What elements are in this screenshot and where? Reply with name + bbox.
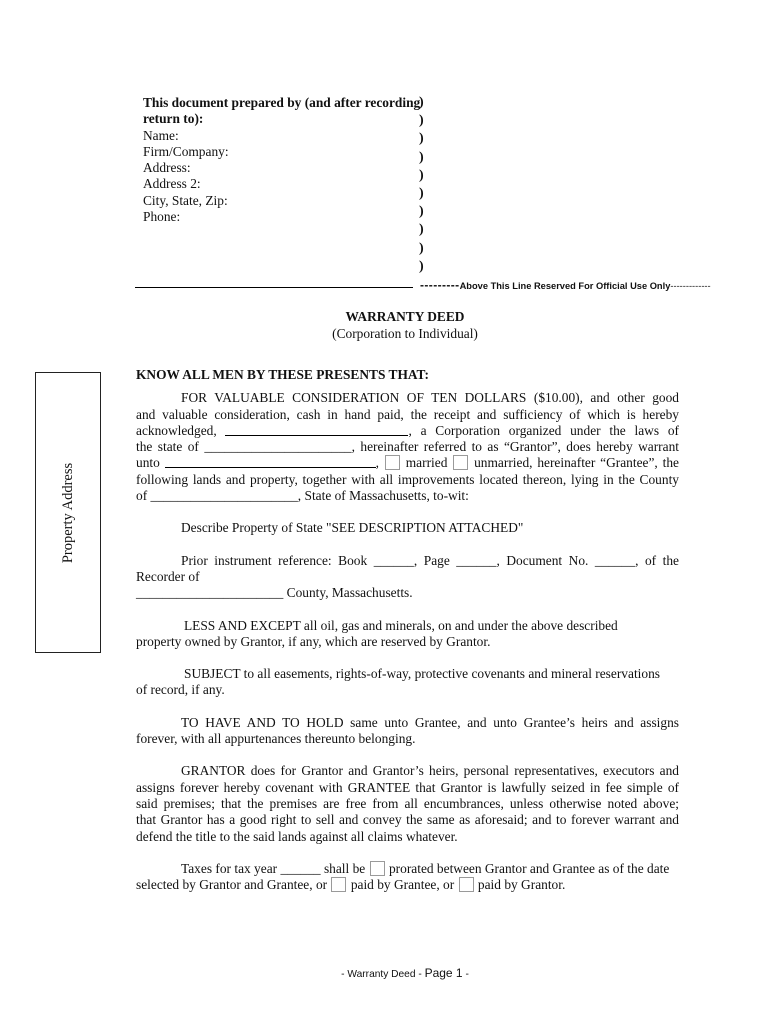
habendum-line-1: TO HAVE AND TO HOLD same unto Grantee, and unto Grantee’s heirs and assigns xyxy=(181,714,679,730)
married-checkbox[interactable] xyxy=(385,455,400,470)
paid-by-grantee-label: paid by Grantee, or xyxy=(350,877,455,893)
address2-field-label: Address 2: xyxy=(143,176,201,192)
consideration-line-3 xyxy=(136,423,679,439)
paid-by-grantor-label: paid by Grantor. xyxy=(477,877,566,893)
covenant-paragraph xyxy=(136,763,679,844)
footer-prefix: - Warranty Deed - xyxy=(341,969,425,980)
phone-field-label: Phone: xyxy=(143,209,181,225)
know-all-heading: KNOW ALL MEN BY THESE PRESENTS THAT: xyxy=(136,367,429,382)
city-state-zip-field-label: City, State, Zip: xyxy=(143,192,228,208)
paren: ) xyxy=(419,186,424,202)
prepared-by-signature-line xyxy=(135,287,413,288)
covenant-line-3: said premises; that the premises are free from all encumbrances, unless otherwise noted above; xyxy=(136,795,679,811)
grantee-name-field[interactable] xyxy=(165,455,376,468)
paren: ) xyxy=(419,131,424,147)
consideration-line-7: of ______________________, State of Massachusetts, to-wit: xyxy=(136,488,469,504)
less-except-line-2: property owned by Grantor, if any, which are reserved by Grantor. xyxy=(136,633,491,649)
acknowledged-text: acknowledged, xyxy=(136,422,217,438)
habendum-line-2: forever, with all appurtenances thereunto belonging. xyxy=(136,731,416,747)
property-address-box[interactable] xyxy=(35,372,101,653)
paren: ) xyxy=(419,167,424,183)
consideration-paragraph xyxy=(136,390,679,504)
paren: ) xyxy=(419,149,424,165)
address-field-label: Address: xyxy=(143,160,191,176)
prepared-by-heading-1: This document prepared by (and after recording xyxy=(143,95,421,110)
paid-by-grantor-checkbox[interactable] xyxy=(459,877,474,892)
consideration-line-4: the state of ______________________, hereinafter referred to as “Grantor”, does hereby warrant xyxy=(136,439,679,455)
taxes-line-2 xyxy=(136,877,679,893)
page-footer xyxy=(0,965,770,983)
taxes-paragraph xyxy=(136,861,679,894)
subject-to-paragraph xyxy=(136,666,679,699)
consideration-line-2: and valuable consideration, cash in hand paid, the receipt and sufficiency of which is hereby xyxy=(136,406,679,422)
prepared-by-heading-2: return to): xyxy=(143,111,204,127)
paren: ) xyxy=(419,95,424,110)
covenant-line-5: defend the title to the said lands against all claims whatever. xyxy=(136,828,458,844)
grantor-corporation-name-field[interactable] xyxy=(225,423,408,436)
paid-by-grantee-checkbox[interactable] xyxy=(331,877,346,892)
firm-company-field-label: Firm/Company: xyxy=(143,143,229,159)
covenant-line-1: GRANTOR does for Grantor and Grantor’s heirs, personal representatives, executors and xyxy=(181,763,679,779)
less-and-except-paragraph xyxy=(136,618,679,651)
name-field-label: Name: xyxy=(143,127,179,143)
footer-suffix: - xyxy=(462,969,469,980)
property-description: Describe Property of State "SEE DESCRIPTION ATTACHED" xyxy=(181,520,524,536)
reserved-text: Above This Line Reserved For Official Use Only xyxy=(459,281,671,291)
deed-body xyxy=(136,366,679,893)
paren: ) xyxy=(419,258,424,274)
property-address-label: Property Address xyxy=(59,462,76,563)
covenant-line-4: that Grantor has a good right to sell and convey the same as aforesaid; and to forever warrant and xyxy=(136,812,679,828)
covenant-line-2: assigns forever hereby covenant with GRANTEE that Grantor is lawfully seized in fee simple of xyxy=(136,779,679,795)
consideration-line-5 xyxy=(136,455,679,471)
unmarried-label: unmarried, hereinafter “Grantee”, the xyxy=(474,455,679,471)
prepared-by-block xyxy=(143,95,421,225)
reserved-dashes-right: ------------- xyxy=(670,281,711,291)
selected-by-text: selected by Grantor and Grantee, or xyxy=(136,877,328,893)
official-use-notice xyxy=(420,277,711,294)
reserved-dashes-left: --------- xyxy=(420,278,460,292)
consideration-line-6: following lands and property, together with all improvements located thereon, lying in the County xyxy=(136,471,679,487)
taxes-year-text: Taxes for tax year ______ shall be xyxy=(181,860,366,876)
subject-line-2: of record, if any. xyxy=(136,682,225,698)
paren: ) xyxy=(419,222,424,238)
habendum-paragraph xyxy=(136,715,679,748)
consideration-line-1: FOR VALUABLE CONSIDERATION OF TEN DOLLARS ($10.00), and other good xyxy=(181,390,679,406)
unmarried-checkbox[interactable] xyxy=(453,455,468,470)
prior-instrument-line-3: ______________________ County, Massachusetts. xyxy=(136,585,413,601)
prorated-checkbox[interactable] xyxy=(370,861,385,876)
prorated-label: prorated between Grantor and Grantee as of the date xyxy=(388,860,670,876)
married-label: married xyxy=(405,455,448,471)
corporation-text: , a Corporation organized under the laws of xyxy=(408,422,679,438)
prior-instrument-line-2: Recorder of xyxy=(136,568,200,584)
prior-instrument-line-1: Prior instrument reference: Book ______, Page ______, Document No. ______, of the xyxy=(181,552,679,568)
paren: ) xyxy=(419,240,424,256)
paren: ) xyxy=(419,113,424,129)
prior-instrument-paragraph xyxy=(136,553,679,602)
document-title: WARRANTY DEED xyxy=(345,309,465,324)
page-number: Page 1 xyxy=(424,966,463,980)
paren: ) xyxy=(419,204,424,220)
unto-text: unto xyxy=(136,455,160,471)
recording-parentheses xyxy=(419,94,429,276)
less-except-line-1: LESS AND EXCEPT all oil, gas and minerals, on and under the above described xyxy=(184,617,618,633)
subject-line-1: SUBJECT to all easements, rights-of-way, protective covenants and mineral reservations xyxy=(184,666,660,682)
document-subtitle: (Corporation to Individual) xyxy=(332,326,478,341)
taxes-line-1 xyxy=(136,861,679,877)
comma-text: , xyxy=(375,455,380,471)
